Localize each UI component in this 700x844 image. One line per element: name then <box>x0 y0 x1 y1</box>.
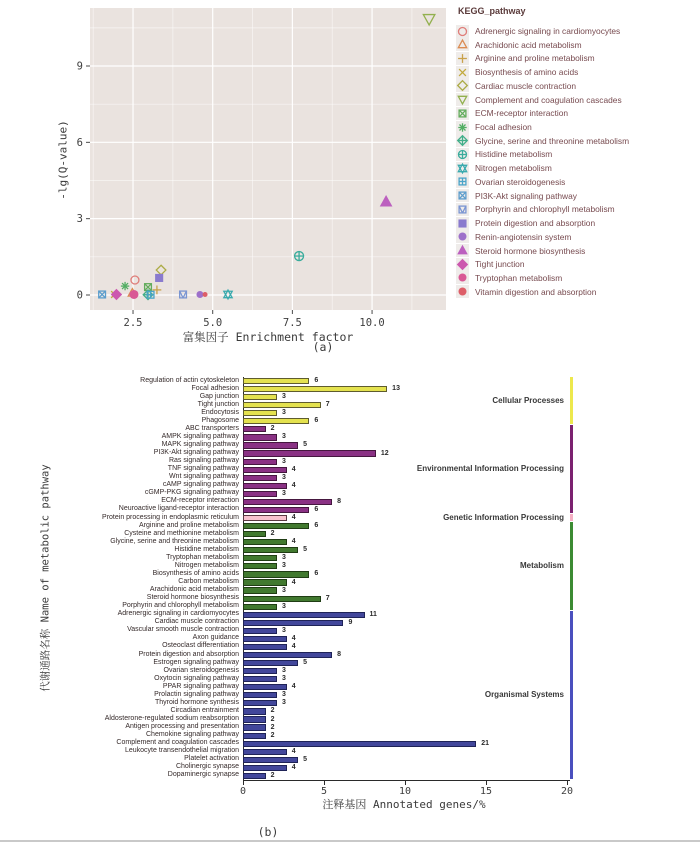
gene-count-label: 3 <box>282 473 286 481</box>
pathway-bar <box>243 668 277 674</box>
category-label: Metabolism <box>519 560 564 570</box>
pathway-label: Estrogen signaling pathway <box>153 658 239 666</box>
pathway-bar <box>243 708 266 714</box>
pathway-label: Chemokine signaling pathway <box>146 731 239 739</box>
pathway-bar <box>243 467 287 473</box>
x-axis-line <box>243 780 570 781</box>
pathway-bar <box>243 757 298 763</box>
legend-item <box>456 257 525 271</box>
legend-item <box>456 285 596 299</box>
panel-a-x-axis-label: 富集因子 Enrichment factor <box>182 330 354 344</box>
legend-item <box>456 189 577 203</box>
pathway-bar <box>243 612 365 618</box>
legend-item-label: Histidine metabolism <box>475 149 553 160</box>
pathway-label: Axon guidance <box>192 634 239 642</box>
pathway-label: Cardiac muscle contraction <box>154 618 239 626</box>
legend-item-label: Renin-angiotensin system <box>475 231 572 242</box>
pathway-label: Arachidonic acid metabolism <box>149 586 239 594</box>
gene-count-label: 4 <box>291 634 296 642</box>
gene-count-label: 6 <box>314 505 319 513</box>
pathway-bar <box>243 483 287 489</box>
scatter-plot <box>60 6 460 336</box>
pathway-bar <box>243 571 309 577</box>
pathway-label: Antigen processing and presentation <box>125 723 239 731</box>
legend-item-label: Focal adhesion <box>475 122 532 133</box>
pathway-label: Wnt signaling pathway <box>168 473 239 481</box>
gene-count-label: 2 <box>270 723 275 731</box>
x-tick-label: 5 <box>320 786 328 797</box>
legend-item-label: Protein digestion and absorption <box>475 218 596 229</box>
legend-key-circle-plus-icon <box>456 148 469 161</box>
category-label: Cellular Processes <box>492 395 564 405</box>
x-tick-label: 10 <box>398 786 412 797</box>
pathway-bar <box>243 684 287 690</box>
gene-count-label: 3 <box>282 691 286 699</box>
gene-count-label: 3 <box>282 675 286 683</box>
gene-count-label: 3 <box>282 554 286 562</box>
gene-count-label: 3 <box>282 586 286 594</box>
category-label: Organismal Systems <box>484 689 564 699</box>
pathway-label: Complement and coagulation cascades <box>116 739 239 747</box>
pathway-bar <box>243 442 298 448</box>
legend-item-label: Arginine and proline metabolism <box>475 53 595 64</box>
panel-b-letter: (b) <box>257 825 279 839</box>
pathway-bar <box>243 410 277 416</box>
gene-count-label: 9 <box>348 618 353 626</box>
pathway-bar <box>243 555 277 561</box>
pathway-bar <box>243 749 287 755</box>
gene-count-label: 2 <box>270 530 275 538</box>
scatter-point <box>196 291 203 298</box>
pathway-label: Biosynthesis of amino acids <box>152 569 239 577</box>
legend-key-square-x-icon <box>456 107 469 120</box>
legend-key-triangle-filled-icon <box>456 244 469 257</box>
legend-title: KEGG_pathway <box>458 6 526 16</box>
y-tick-label: 9 <box>76 60 83 73</box>
pathway-label: ABC transporters <box>185 424 239 432</box>
pathway-label: AMPK signaling pathway <box>161 432 239 440</box>
legend-key-circle-open-icon <box>456 25 469 38</box>
pathway-label: Circadian entrainment <box>170 706 239 714</box>
y-tick-label: 0 <box>76 289 83 302</box>
pathway-bar <box>243 523 309 529</box>
pathway-label: Steroid hormone biosynthesis <box>146 594 239 602</box>
legend-item <box>456 38 582 52</box>
legend-key-square-diag-icon <box>456 203 469 216</box>
gene-count-label: 5 <box>303 441 307 449</box>
category-label: Environmental Information Processing <box>416 464 564 474</box>
x-axis-tick <box>324 781 325 785</box>
pathway-label: Dopaminergic synapse <box>167 771 239 779</box>
pathway-label: cAMP signaling pathway <box>162 481 239 489</box>
x-tick-label: 7.5 <box>282 317 302 329</box>
pathway-bar <box>243 402 321 408</box>
pathway-bar <box>243 652 332 658</box>
gene-count-label: 6 <box>314 570 319 578</box>
gene-count-label: 4 <box>291 465 296 473</box>
gene-count-label: 4 <box>291 747 296 755</box>
pathway-label: Focal adhesion <box>191 384 239 392</box>
pathway-label: TNF signaling pathway <box>167 465 239 473</box>
gene-count-label: 3 <box>282 393 286 401</box>
legend-item-label: Nitrogen metabolism <box>475 163 552 174</box>
pathway-bar <box>243 700 277 706</box>
legend-key-diamond-plus-icon <box>456 134 469 147</box>
legend-item-label: ECM-receptor interaction <box>475 108 569 119</box>
scatter-point <box>295 252 304 261</box>
pathway-bar <box>243 596 321 602</box>
panel-b-x-axis-label: 注释基因 Annotated genes/% <box>322 798 486 811</box>
pathway-label: Cysteine and methionine metabolism <box>124 529 239 537</box>
legend-item <box>456 79 576 93</box>
gene-count-label: 6 <box>314 417 319 425</box>
x-tick-label: 0 <box>239 786 247 797</box>
gene-count-label: 4 <box>291 514 296 522</box>
gene-count-label: 3 <box>282 602 286 610</box>
pathway-label: Adrenergic signaling in cardiomyocytes <box>117 610 239 618</box>
gene-count-label: 3 <box>282 626 286 634</box>
legend-key-circle-filled-icon <box>456 285 469 298</box>
legend-key-circle-filled-icon <box>456 271 469 284</box>
pathway-bar <box>243 434 277 440</box>
legend-item <box>456 65 578 79</box>
legend-item <box>456 244 585 258</box>
pathway-bar <box>243 459 277 465</box>
pathway-bar <box>243 563 277 569</box>
legend-key-diamond-open-icon <box>456 79 469 92</box>
legend-item <box>456 93 622 107</box>
pathway-bar <box>243 426 266 432</box>
legend-item-label: Arachidonic acid metabolism <box>475 39 582 50</box>
legend-item-label: Tryptophan metabolism <box>475 272 563 283</box>
legend-item <box>456 216 595 230</box>
pathway-bar <box>243 539 287 545</box>
gene-count-label: 6 <box>314 522 319 530</box>
category-bracket <box>570 425 573 513</box>
pathway-label: Gap junction <box>199 392 239 400</box>
legend-item-label: Adrenergic signaling in cardiomyocytes <box>475 26 621 36</box>
pathway-bar <box>243 620 343 626</box>
gene-count-label: 8 <box>337 497 341 505</box>
pathway-label: Carbon metabolism <box>178 578 239 585</box>
gene-count-label: 3 <box>282 457 286 465</box>
pathway-label: MAPK signaling pathway <box>161 440 239 448</box>
gene-count-label: 12 <box>380 449 389 457</box>
scatter-point <box>121 282 129 290</box>
legend-item <box>456 175 565 189</box>
pathway-label: Regulation of actin cytoskeleton <box>140 376 239 384</box>
pathway-label: Prolactin signaling pathway <box>154 690 239 698</box>
pathway-bar <box>243 587 277 593</box>
pathway-bar <box>243 579 287 585</box>
panel-b-y-axis-label: 代谢通路名称 Name of metabolic pathway <box>39 464 52 692</box>
pathway-label: Nitrogen metabolism <box>174 561 239 569</box>
pathway-label: ECM-receptor interaction <box>161 497 239 505</box>
legend-item-label: Ovarian steroidogenesis <box>475 176 566 187</box>
legend-item <box>456 106 568 120</box>
panel-a-y-axis-label: -lg(Q-value) <box>56 120 70 200</box>
x-tick-label: 15 <box>479 786 493 797</box>
pathway-bar <box>243 604 277 610</box>
gene-count-label: 3 <box>282 489 286 497</box>
gene-count-label: 5 <box>303 755 307 763</box>
gene-count-label: 5 <box>303 546 307 554</box>
pathway-bar <box>243 547 298 553</box>
pathway-bar <box>243 716 266 722</box>
pathway-bar <box>243 636 287 642</box>
pathway-label: Ras signaling pathway <box>168 457 239 465</box>
category-bracket <box>570 514 573 521</box>
gene-count-label: 3 <box>282 699 286 707</box>
pathway-label: Osteoclast differentiation <box>162 642 239 650</box>
pathway-bar <box>243 378 309 384</box>
gene-count-label: 5 <box>303 659 307 667</box>
legend-key-square-filled-icon <box>456 217 469 230</box>
pathway-bar <box>243 418 309 424</box>
panel-a-letter: (a) <box>312 340 334 354</box>
gene-count-label: 3 <box>282 409 286 417</box>
gene-count-label: 2 <box>270 707 275 715</box>
gene-count-label: 6 <box>314 377 319 384</box>
pathway-label: Arginine and proline metabolism <box>139 521 239 529</box>
pathway-label: Ovarian steroidogenesis <box>163 666 239 674</box>
legend-item <box>456 271 562 285</box>
pathway-bar <box>243 765 287 771</box>
legend-item <box>456 120 532 134</box>
legend-key-circle-filled-icon <box>456 230 469 243</box>
gene-count-label: 13 <box>392 385 400 393</box>
legend-item <box>456 161 552 175</box>
pathway-label: Porphyrin and chlorophyll metabolism <box>122 602 239 610</box>
category-label: Genetic Information Processing <box>443 512 564 522</box>
pathway-bar <box>243 394 277 400</box>
pathway-label: PPAR signaling pathway <box>162 682 239 690</box>
pathway-bar <box>243 507 309 513</box>
legend-item-label: Tight junction <box>475 259 525 270</box>
legend-item-label: Vitamin digestion and absorption <box>475 286 597 297</box>
legend-key-triangle-down-open-icon <box>456 93 469 106</box>
pathway-label: Tryptophan metabolism <box>166 553 239 561</box>
pathway-bar <box>243 499 332 505</box>
pathway-bar <box>243 733 266 739</box>
pathway-bar <box>243 386 387 392</box>
legend-key-square-x-icon <box>456 189 469 202</box>
y-tick-label: 6 <box>76 136 83 149</box>
legend-item-label: Porphyrin and chlorophyll metabolism <box>475 204 615 215</box>
pathway-bar <box>243 450 376 456</box>
gene-count-label: 8 <box>337 651 341 659</box>
legend-key-triangle-open-icon <box>456 38 469 51</box>
pathway-label: Thyroid hormone synthesis <box>154 698 239 706</box>
pathway-bar <box>243 644 287 650</box>
legend-item <box>456 230 571 244</box>
x-axis-tick <box>567 781 568 785</box>
legend-item-label: Steroid hormone biosynthesis <box>475 245 586 256</box>
legend-key-plus-icon <box>456 52 469 65</box>
legend-item <box>456 134 629 148</box>
y-tick-label: 3 <box>76 213 83 226</box>
legend-item-label: Glycine, serine and threonine metabolism <box>475 135 630 146</box>
legend-item <box>456 202 615 216</box>
category-bracket <box>570 522 573 610</box>
scatter-point <box>129 290 138 299</box>
gene-count-label: 4 <box>291 578 296 586</box>
pathway-label: PI3K-Akt signaling pathway <box>153 449 239 457</box>
pathway-label: cGMP-PKG signaling pathway <box>144 489 239 497</box>
gene-count-label: 4 <box>291 642 296 650</box>
gene-count-label: 21 <box>481 739 490 747</box>
gene-count-label: 4 <box>291 683 296 691</box>
x-tick-label: 10.0 <box>359 317 385 329</box>
gene-count-label: 4 <box>291 763 296 771</box>
legend-item-label: Cardiac muscle contraction <box>475 80 577 91</box>
gene-count-label: 4 <box>291 481 296 489</box>
pathway-label: Vascular smooth muscle contraction <box>127 626 239 634</box>
pathway-bar <box>243 676 277 682</box>
gene-count-label: 2 <box>270 715 275 723</box>
pathway-label: Protein digestion and absorption <box>138 650 239 658</box>
pathway-label: Cholinergic synapse <box>175 763 239 771</box>
pathway-bar <box>243 692 277 698</box>
gene-count-label: 11 <box>369 610 377 618</box>
pathway-bar <box>243 773 266 779</box>
pathway-label: Leukocyte transendothelial migration <box>124 747 239 755</box>
pathway-label: Glycine, serine and threonine metabolism <box>110 537 239 545</box>
pathway-bar <box>243 724 266 730</box>
scatter-point <box>156 275 163 282</box>
legend-key-star-icon <box>456 162 469 175</box>
plot-background <box>90 8 446 310</box>
legend-item <box>456 24 620 38</box>
legend-key-diamond-filled-icon <box>456 258 469 271</box>
pathway-label: Platelet activation <box>184 755 239 763</box>
pathway-label: Neuroactive ligand-receptor interaction <box>118 505 239 513</box>
x-tick-label: 2.5 <box>123 317 143 329</box>
pathway-bar <box>243 660 298 666</box>
legend-item <box>456 51 595 65</box>
gene-count-label: 2 <box>270 731 275 739</box>
gene-count-label: 2 <box>270 425 275 433</box>
pathway-bar <box>243 628 277 634</box>
x-tick-label: 5.0 <box>203 317 223 329</box>
pathway-bar <box>243 515 287 521</box>
x-axis-tick <box>243 781 244 785</box>
pathway-label: Oxytocin signaling pathway <box>154 674 239 682</box>
x-axis-tick <box>405 781 406 785</box>
category-bracket <box>570 377 573 424</box>
pathway-label: Tight junction <box>197 400 239 408</box>
x-axis-tick <box>486 781 487 785</box>
pathway-label: Endocytosis <box>201 408 239 416</box>
pathway-label: Histidine metabolism <box>174 545 239 553</box>
pathway-bar <box>243 741 476 747</box>
page-bottom-divider <box>0 840 700 842</box>
category-bracket <box>570 611 573 779</box>
scatter-point <box>203 292 208 297</box>
legend-item <box>456 147 552 161</box>
legend-item-label: Biosynthesis of amino acids <box>475 67 579 78</box>
pathway-label: Aldosterone-regulated sodium reabsorption <box>104 715 239 723</box>
legend-key-x-icon <box>456 66 469 79</box>
legend-item-label: PI3K-Akt signaling pathway <box>475 190 577 201</box>
legend-key-asterisk-icon <box>456 121 469 134</box>
gene-count-label: 2 <box>270 771 275 779</box>
pathway-bar <box>243 491 277 497</box>
gene-count-label: 7 <box>325 401 330 409</box>
gene-count-label: 3 <box>282 562 286 570</box>
gene-count-label: 4 <box>291 538 296 546</box>
pathway-bar <box>243 531 266 537</box>
x-tick-label: 20 <box>560 786 574 797</box>
legend-key-square-plus-icon <box>456 175 469 188</box>
gene-count-label: 7 <box>325 594 330 602</box>
gene-count-label: 3 <box>282 433 286 441</box>
pathway-label: Phagosome <box>201 416 239 424</box>
pathway-label: Protein processing in endoplasmic reticulum <box>102 513 239 521</box>
legend-item-label: Complement and coagulation cascades <box>475 94 622 105</box>
gene-count-label: 3 <box>282 667 286 675</box>
pathway-bar <box>243 475 277 481</box>
